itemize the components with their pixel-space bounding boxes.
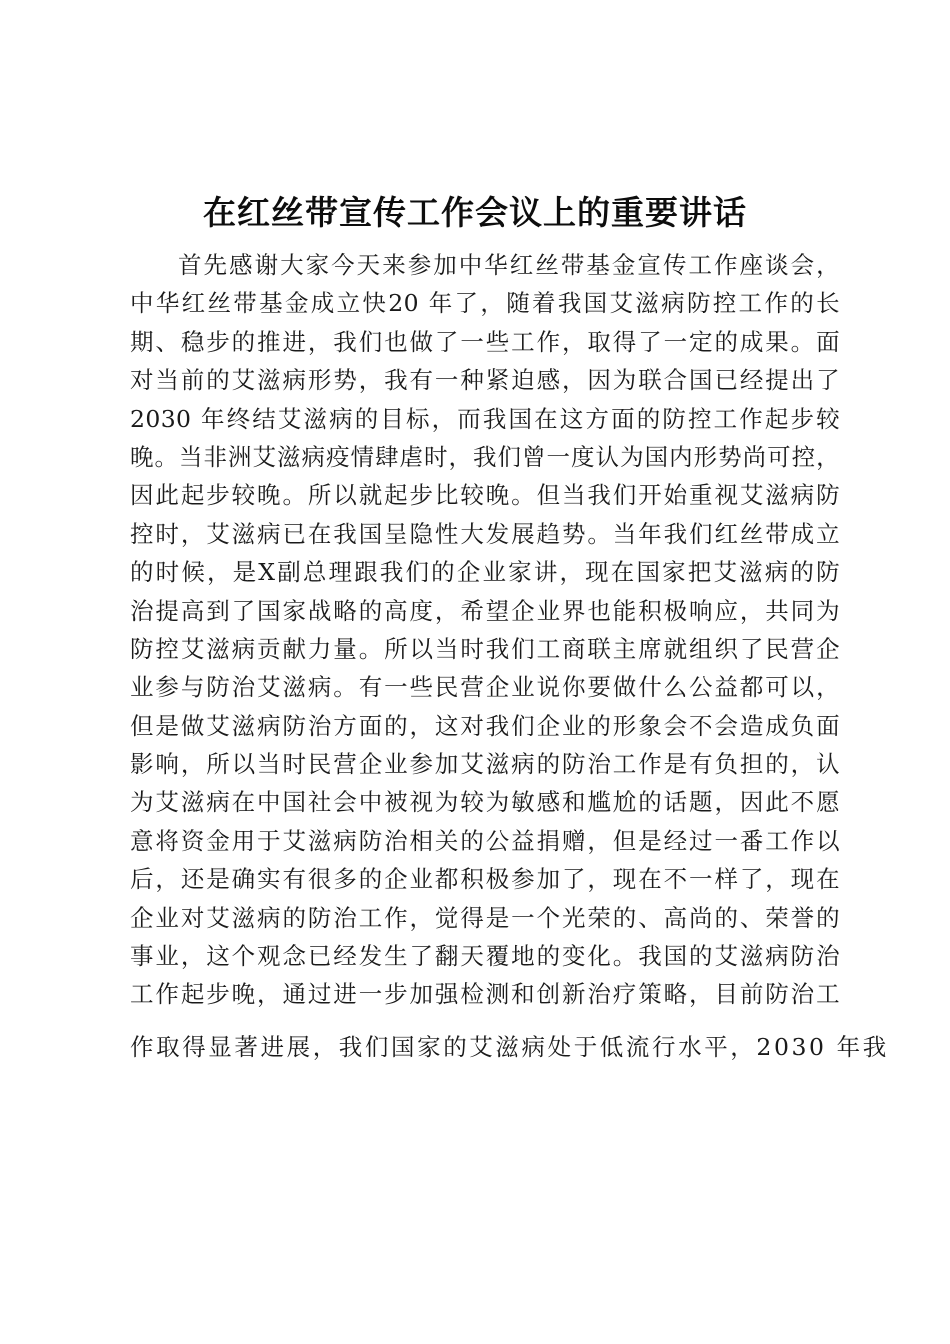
paragraph-line-5: 2030 年终结艾滋病的目标，而我国在这方面的防控工作起步较 <box>130 404 840 433</box>
paragraph-line-11: 防控艾滋病贡献力量。所以当时我们工商联主席就组织了民营企 <box>130 634 840 663</box>
paragraph-line-10: 治提高到了国家战略的高度，希望企业界也能积极响应，共同为 <box>130 596 840 625</box>
paragraph-line-17: 后，还是确实有很多的企业都积极参加了，现在不一样了，现在 <box>130 865 840 894</box>
speech-body <box>130 246 889 1066</box>
paragraph-line-3: 期、稳步的推进，我们也做了一些工作，取得了一定的成果。面 <box>130 327 840 356</box>
paragraph-line-21: 作取得显著进展，我们国家的艾滋病处于低流行水平，2030 年我 <box>130 1032 889 1061</box>
paragraph-line-6: 晚。当非洲艾滋病疫情肆虐时，我们曾一度认为国内形势尚可控， <box>130 442 840 471</box>
paragraph-line-7: 因此起步较晚。所以就起步比较晚。但当我们开始重视艾滋病防 <box>130 481 840 510</box>
paragraph-line-15: 为艾滋病在中国社会中被视为较为敏感和尴尬的话题，因此不愿 <box>130 788 840 817</box>
paragraph-line-1: 首先感谢大家今天来参加中华红丝带基金宣传工作座谈会， <box>178 251 840 279</box>
paragraph-line-8: 控时，艾滋病已在我国呈隐性大发展趋势。当年我们红丝带成立 <box>130 519 840 548</box>
paragraph-line-14: 影响，所以当时民营企业参加艾滋病的防治工作是有负担的，认 <box>130 750 840 779</box>
paragraph-line-13: 但是做艾滋病防治方面的，这对我们企业的形象会不会造成负面 <box>130 711 840 740</box>
paragraph-line-16: 意将资金用于艾滋病防治相关的公益捐赠，但是经过一番工作以 <box>130 826 840 855</box>
paragraph-line-18: 企业对艾滋病的防治工作，觉得是一个光荣的、高尚的、荣誉的 <box>130 903 840 932</box>
paragraph-line-4: 对当前的艾滋病形势，我有一种紧迫感，因为联合国已经提出了 <box>130 366 840 395</box>
paragraph-line-12: 业参与防治艾滋病。有一些民营企业说你要做什么公益都可以， <box>130 673 840 702</box>
paragraph-line-20: 工作起步晚，通过进一步加强检测和创新治疗策略，目前防治工 <box>130 980 840 1009</box>
paragraph-line-19: 事业，这个观念已经发生了翻天覆地的变化。我国的艾滋病防治 <box>130 942 840 971</box>
paragraph-line-2: 中华红丝带基金成立快20 年了，随着我国艾滋病防控工作的长 <box>130 289 840 318</box>
paragraph-line-9: 的时候，是X副总理跟我们的企业家讲，现在国家把艾滋病的防 <box>130 558 840 587</box>
document-title: 在红丝带宣传工作会议上的重要讲话 <box>203 193 747 232</box>
